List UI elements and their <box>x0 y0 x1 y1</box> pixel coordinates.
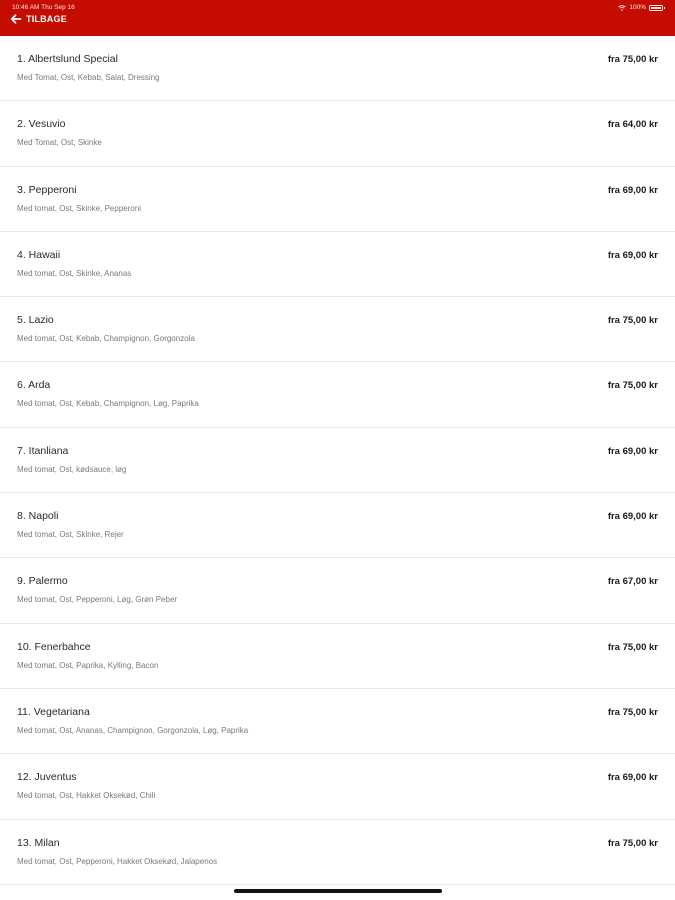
menu-item[interactable] <box>0 493 675 558</box>
menu-item-description: Med tomat, Ost, Skinke, Ananas <box>17 268 132 278</box>
menu-item-description: Med tomat, Ost, Kebab, Champignon, Løg, Paprika <box>17 399 199 409</box>
menu-item[interactable] <box>0 167 675 232</box>
status-time: 10:46 AM Thu Sep 16 <box>12 4 75 11</box>
back-button[interactable] <box>10 12 67 26</box>
menu-item-price: fra 75,00 kr <box>607 837 658 849</box>
menu-item[interactable] <box>0 36 675 101</box>
arrow-left-icon <box>10 13 22 25</box>
menu-item[interactable] <box>0 754 675 819</box>
menu-item-description: Med tomat, Ost, Skinke, Pepperoni <box>17 203 142 213</box>
menu-item[interactable] <box>0 820 675 885</box>
menu-item-price: fra 75,00 kr <box>607 54 658 65</box>
menu-item-price: fra 75,00 kr <box>607 641 658 653</box>
menu-item-description: Med tomat, Ost, Paprika, Kylling, Bacon <box>17 660 159 670</box>
menu-item-description: Med tomat, Ost, Kebab, Champignon, Gorgonzola <box>17 334 195 344</box>
menu-list <box>0 36 675 885</box>
menu-item-description: Med tomat, Ost, Hakket Oksekød, Chili <box>17 791 156 801</box>
menu-item-description: Med tomat, Ost, Skinke, Rejer <box>17 530 124 540</box>
menu-item-description: Med Tomat, Ost, Kebab, Salat, Dressing <box>17 73 160 82</box>
menu-item[interactable] <box>0 689 675 754</box>
menu-item-name: 3. Pepperoni <box>17 183 77 196</box>
status-bar <box>0 3 675 13</box>
menu-item-price: fra 75,00 kr <box>607 380 658 392</box>
menu-item-price: fra 67,00 kr <box>607 576 658 588</box>
battery-percent: 100% <box>629 4 646 11</box>
menu-item-price: fra 75,00 kr <box>607 315 658 327</box>
menu-item-price: fra 75,00 kr <box>607 706 658 718</box>
back-label: TILBAGE <box>26 14 67 24</box>
menu-item[interactable] <box>0 362 675 427</box>
battery-icon <box>649 5 663 11</box>
menu-item-price: fra 69,00 kr <box>607 511 658 523</box>
menu-item-name: 2. Vesuvio <box>17 118 66 131</box>
home-indicator[interactable] <box>234 889 442 893</box>
menu-item-price: fra 69,00 kr <box>607 772 658 784</box>
menu-item-name: 6. Arda <box>17 379 51 392</box>
menu-item-name: 5. Lazio <box>17 314 54 327</box>
menu-item-name: 12. Juventus <box>17 771 77 784</box>
menu-item[interactable] <box>0 624 675 689</box>
menu-item-name: 8. Napoli <box>17 510 59 523</box>
menu-item-description: Med tomat, Ost, Pepperoni, Løg, Grøn Peber <box>17 595 178 605</box>
menu-item-name: 11. Vegetariana <box>17 705 90 718</box>
menu-item-description: Med tomat, Ost, Pepperoni, Hakket Oksekød, Jalapenos <box>17 856 218 866</box>
menu-item-description: Med tomat, Ost, Ananas, Champignon, Gorgonzola, Løg, Paprika <box>17 725 249 735</box>
menu-item-name: 9. Palermo <box>17 575 68 588</box>
menu-item-price: fra 69,00 kr <box>607 249 658 261</box>
menu-item[interactable] <box>0 558 675 623</box>
menu-item-price: fra 69,00 kr <box>607 184 658 196</box>
menu-item-description: Med tomat, Ost, kødsauce, løg <box>17 464 127 474</box>
menu-item[interactable] <box>0 232 675 297</box>
status-right-group <box>618 3 663 13</box>
menu-item[interactable] <box>0 101 675 166</box>
menu-item-price: fra 69,00 kr <box>607 445 658 457</box>
menu-item-description: Med Tomat, Ost, Skinke <box>17 138 102 148</box>
menu-item-name: 1. Albertslund Special <box>17 53 118 65</box>
menu-item-name: 4. Hawaii <box>17 248 61 261</box>
menu-item-name: 10. Fenerbahce <box>17 640 91 653</box>
app-header <box>0 0 675 36</box>
menu-item-price: fra 64,00 kr <box>607 119 658 131</box>
menu-item[interactable] <box>0 428 675 493</box>
menu-item-name: 7. Itanliana <box>17 444 69 457</box>
menu-item-name: 13. Milan <box>17 836 60 849</box>
wifi-icon <box>618 5 626 11</box>
menu-item[interactable] <box>0 297 675 362</box>
